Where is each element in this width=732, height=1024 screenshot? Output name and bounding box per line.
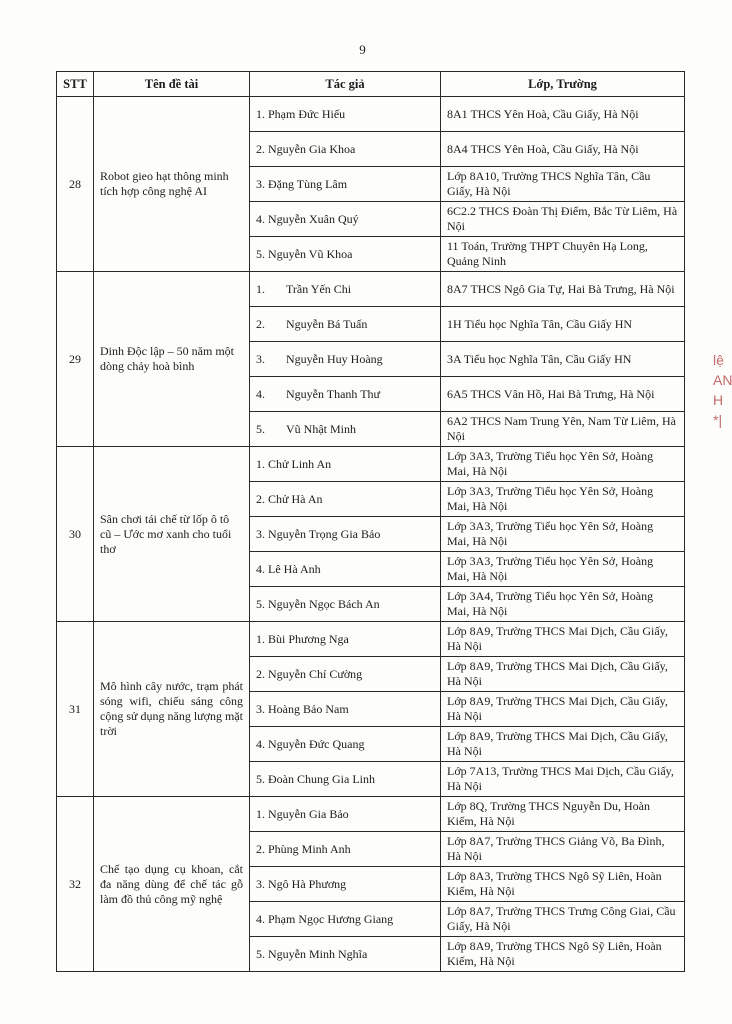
school-cell: Lớp 8A9, Trường THCS Mai Dịch, Cầu Giấy, Hà Nội: [441, 657, 685, 692]
table-header-row: [57, 72, 685, 97]
margin-stamp-fragment: lệ: [713, 352, 724, 368]
author-name: Phạm Đức Hiếu: [268, 106, 346, 121]
margin-stamp-fragment: *|: [713, 412, 723, 428]
author-name: Đoàn Chung Gia Linh: [268, 771, 375, 786]
author-name: Phùng Minh Anh: [268, 841, 351, 856]
author-number: 2.: [256, 666, 265, 681]
school-cell: Lớp 3A4, Trường Tiểu học Yên Sở, Hoàng Mai, Hà Nội: [441, 587, 685, 622]
table-row: [57, 97, 685, 132]
header-school: Lớp, Trường: [441, 72, 685, 97]
author-name: Phạm Ngọc Hương Giang: [268, 911, 394, 926]
group-topic: Mô hình cây nước, trạm phát sóng wifi, chiếu sáng công cộng sử dụng năng lượng mặt trời: [94, 622, 250, 797]
school-cell: Lớp 3A3, Trường Tiểu học Yên Sở, Hoàng Mai, Hà Nội: [441, 552, 685, 587]
author-cell: [250, 482, 441, 517]
school-cell: 3A Tiểu học Nghĩa Tân, Cầu Giấy HN: [441, 342, 685, 377]
author-cell: [250, 587, 441, 622]
author-number: 5.: [256, 421, 265, 436]
author-cell: [250, 342, 441, 377]
author-number: 1.: [256, 281, 265, 296]
school-cell: Lớp 3A3, Trường Tiểu học Yên Sở, Hoàng Mai, Hà Nội: [441, 482, 685, 517]
author-number: 2.: [256, 491, 265, 506]
author-number: 4.: [256, 386, 265, 401]
author-number: 3.: [256, 876, 265, 891]
school-cell: 6A2 THCS Nam Trung Yên, Nam Từ Liêm, Hà Nội: [441, 412, 685, 447]
author-name: Chử Hà An: [268, 491, 323, 506]
author-cell: [250, 167, 441, 202]
author-cell: [250, 762, 441, 797]
header-stt: STT: [57, 72, 94, 97]
author-cell: [250, 97, 441, 132]
author-name: Nguyễn Chí Cường: [268, 666, 363, 681]
school-cell: 8A7 THCS Ngô Gia Tự, Hai Bà Trưng, Hà Nội: [441, 272, 685, 307]
author-number: 3.: [256, 176, 265, 191]
school-cell: Lớp 7A13, Trường THCS Mai Dịch, Cầu Giấy, Hà Nội: [441, 762, 685, 797]
group-stt: 32: [57, 797, 94, 972]
school-cell: Lớp 8A9, Trường THCS Mai Dịch, Cầu Giấy, Hà Nội: [441, 692, 685, 727]
author-name: Nguyễn Đức Quang: [268, 736, 365, 751]
author-name: Nguyễn Trọng Gia Bảo: [268, 526, 381, 541]
author-name: Đặng Tùng Lâm: [268, 176, 348, 191]
author-cell: [250, 272, 441, 307]
table-row: [57, 447, 685, 482]
author-name: Nguyễn Gia Bảo: [268, 806, 349, 821]
school-cell: Lớp 8A9, Trường THCS Ngô Sỹ Liên, Hoàn Kiếm, Hà Nội: [441, 937, 685, 972]
author-name: Nguyễn Gia Khoa: [268, 141, 356, 156]
author-name: Nguyễn Huy Hoàng: [286, 351, 383, 366]
author-number: 4.: [256, 736, 265, 751]
author-name: Nguyễn Bá Tuấn: [286, 316, 368, 331]
group-topic: Sân chơi tái chế từ lốp ô tô cũ – Ước mơ xanh cho tuổi thơ: [94, 447, 250, 622]
school-cell: Lớp 8A10, Trường THCS Nghĩa Tân, Cầu Giấy, Hà Nội: [441, 167, 685, 202]
author-cell: [250, 377, 441, 412]
author-number: 5.: [256, 596, 265, 611]
page-number: 9: [359, 42, 366, 57]
author-name: Vũ Nhật Minh: [286, 421, 356, 436]
participants-table: [56, 71, 685, 972]
author-name: Nguyễn Xuân Quý: [268, 211, 359, 226]
table-row: [57, 797, 685, 832]
header-author: Tác giả: [250, 72, 441, 97]
author-number: 4.: [256, 561, 265, 576]
school-cell: Lớp 8A7, Trường THCS Trưng Công Giai, Cầu Giấy, Hà Nội: [441, 902, 685, 937]
author-number: 4.: [256, 911, 265, 926]
author-number: 2.: [256, 141, 265, 156]
author-name: Hoàng Bảo Nam: [268, 701, 349, 716]
author-number: 3.: [256, 701, 265, 716]
author-cell: [250, 447, 441, 482]
author-cell: [250, 552, 441, 587]
school-cell: 6A5 THCS Vân Hồ, Hai Bà Trưng, Hà Nội: [441, 377, 685, 412]
author-cell: [250, 517, 441, 552]
author-number: 3.: [256, 351, 265, 366]
school-cell: Lớp 8A9, Trường THCS Mai Dịch, Cầu Giấy, Hà Nội: [441, 622, 685, 657]
author-number: 1.: [256, 456, 265, 471]
author-cell: [250, 727, 441, 762]
author-name: Bùi Phương Nga: [268, 631, 349, 646]
author-name: Trần Yến Chi: [286, 281, 352, 296]
header-topic: Tên đề tài: [94, 72, 250, 97]
author-cell: [250, 622, 441, 657]
author-cell: [250, 237, 441, 272]
author-number: 5.: [256, 246, 265, 261]
school-cell: 1H Tiểu học Nghĩa Tân, Cầu Giấy HN: [441, 307, 685, 342]
author-number: 5.: [256, 771, 265, 786]
author-cell: [250, 832, 441, 867]
author-name: Lê Hà Anh: [268, 561, 321, 576]
group-topic: Dinh Độc lập – 50 năm một dòng chảy hoà bình: [94, 272, 250, 447]
author-number: 1.: [256, 806, 265, 821]
school-cell: Lớp 8Q, Trường THCS Nguyễn Du, Hoàn Kiếm, Hà Nội: [441, 797, 685, 832]
group-stt: 31: [57, 622, 94, 797]
author-cell: [250, 657, 441, 692]
school-cell: Lớp 8A9, Trường THCS Mai Dịch, Cầu Giấy, Hà Nội: [441, 727, 685, 762]
school-cell: Lớp 3A3, Trường Tiểu học Yên Sở, Hoàng Mai, Hà Nội: [441, 447, 685, 482]
group-stt: 28: [57, 97, 94, 272]
group-topic: Chế tạo dụng cụ khoan, cắt đa năng dùng để chế tác gỗ làm đồ thủ công mỹ nghệ: [94, 797, 250, 972]
school-cell: 8A1 THCS Yên Hoà, Cầu Giấy, Hà Nội: [441, 97, 685, 132]
group-stt: 30: [57, 447, 94, 622]
school-cell: Lớp 3A3, Trường Tiểu học Yên Sở, Hoàng Mai, Hà Nội: [441, 517, 685, 552]
author-name: Ngô Hà Phương: [268, 876, 347, 891]
author-name: Nguyễn Thanh Thư: [286, 386, 381, 401]
author-cell: [250, 692, 441, 727]
author-cell: [250, 867, 441, 902]
author-number: 1.: [256, 631, 265, 646]
group-stt: 29: [57, 272, 94, 447]
school-cell: Lớp 8A3, Trường THCS Ngô Sỹ Liên, Hoàn Kiếm, Hà Nội: [441, 867, 685, 902]
author-name: Chử Linh An: [268, 456, 332, 471]
margin-stamp-fragment: AN: [713, 372, 732, 388]
author-name: Nguyễn Ngọc Bách An: [268, 596, 380, 611]
table-row: [57, 622, 685, 657]
table-row: [57, 272, 685, 307]
school-cell: 8A4 THCS Yên Hoà, Cầu Giấy, Hà Nội: [441, 132, 685, 167]
table-body: [57, 97, 685, 972]
group-topic: Robot gieo hạt thông minh tích hợp công nghệ AI: [94, 97, 250, 272]
school-cell: 11 Toán, Trường THPT Chuyên Hạ Long, Quảng Ninh: [441, 237, 685, 272]
author-cell: [250, 202, 441, 237]
author-cell: [250, 797, 441, 832]
school-cell: 6C2.2 THCS Đoàn Thị Điểm, Bắc Từ Liêm, Hà Nội: [441, 202, 685, 237]
author-number: 3.: [256, 526, 265, 541]
author-number: 5.: [256, 946, 265, 961]
author-number: 2.: [256, 841, 265, 856]
author-number: 1.: [256, 106, 265, 121]
school-cell: Lớp 8A7, Trường THCS Giảng Võ, Ba Đình, Hà Nội: [441, 832, 685, 867]
author-number: 2.: [256, 316, 265, 331]
author-name: Nguyễn Vũ Khoa: [268, 246, 353, 261]
author-cell: [250, 937, 441, 972]
author-number: 4.: [256, 211, 265, 226]
author-cell: [250, 412, 441, 447]
author-cell: [250, 902, 441, 937]
author-cell: [250, 307, 441, 342]
author-name: Nguyễn Minh Nghĩa: [268, 946, 368, 961]
author-cell: [250, 132, 441, 167]
margin-stamp-fragment: H: [713, 392, 724, 408]
